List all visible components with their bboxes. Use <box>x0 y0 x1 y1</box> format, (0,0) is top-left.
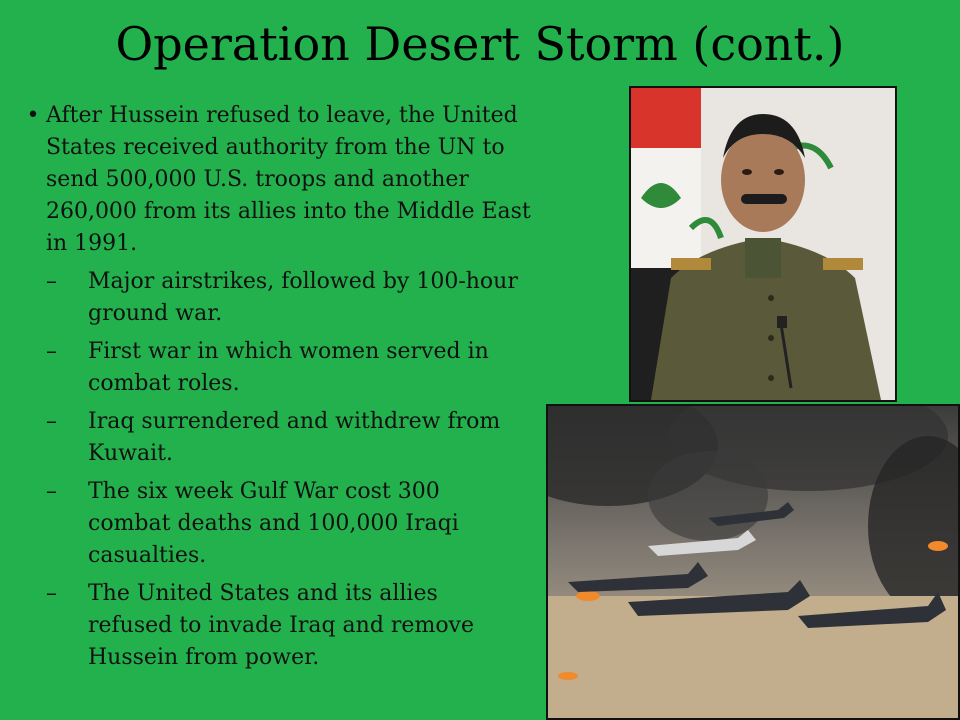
portrait-illustration <box>631 88 895 400</box>
fighter-jets-photo <box>546 404 960 720</box>
dash-icon: – <box>46 479 57 504</box>
sub-bullet <box>46 266 540 330</box>
sub-bullet <box>46 476 540 572</box>
portrait-photo <box>629 86 897 402</box>
slide-title: Operation Desert Storm (cont.) <box>115 17 845 71</box>
dash-icon: – <box>46 269 57 294</box>
sub-bullet-text: The six week Gulf War cost 300 combat deaths and 100,000 Iraqi casualties. <box>88 479 459 568</box>
slide-body <box>20 100 540 680</box>
sub-bullet <box>46 336 540 400</box>
dash-icon: – <box>46 409 57 434</box>
sub-bullet-text: Major airstrikes, followed by 100-hour ground war. <box>88 269 518 326</box>
sub-bullet <box>46 406 540 470</box>
dash-icon: – <box>46 581 57 606</box>
sub-bullet-text: First war in which women served in combat roles. <box>88 339 489 396</box>
sub-bullet-list <box>46 266 540 674</box>
sub-bullet-text: The United States and its allies refused to invade Iraq and remove Hussein from power. <box>88 581 475 670</box>
main-bullet-text: After Hussein refused to leave, the United States received authority from the UN to send 500,000 U.S. troops and another 260,000 from its allies into the Middle East in 1991. <box>45 103 531 256</box>
dash-icon: – <box>46 339 57 364</box>
bullet-icon: • <box>26 103 40 128</box>
sub-bullet <box>46 578 540 674</box>
sub-bullet-text: Iraq surrendered and withdrew from Kuwait. <box>88 409 501 466</box>
main-bullet <box>20 100 540 260</box>
jets-illustration <box>548 406 958 718</box>
